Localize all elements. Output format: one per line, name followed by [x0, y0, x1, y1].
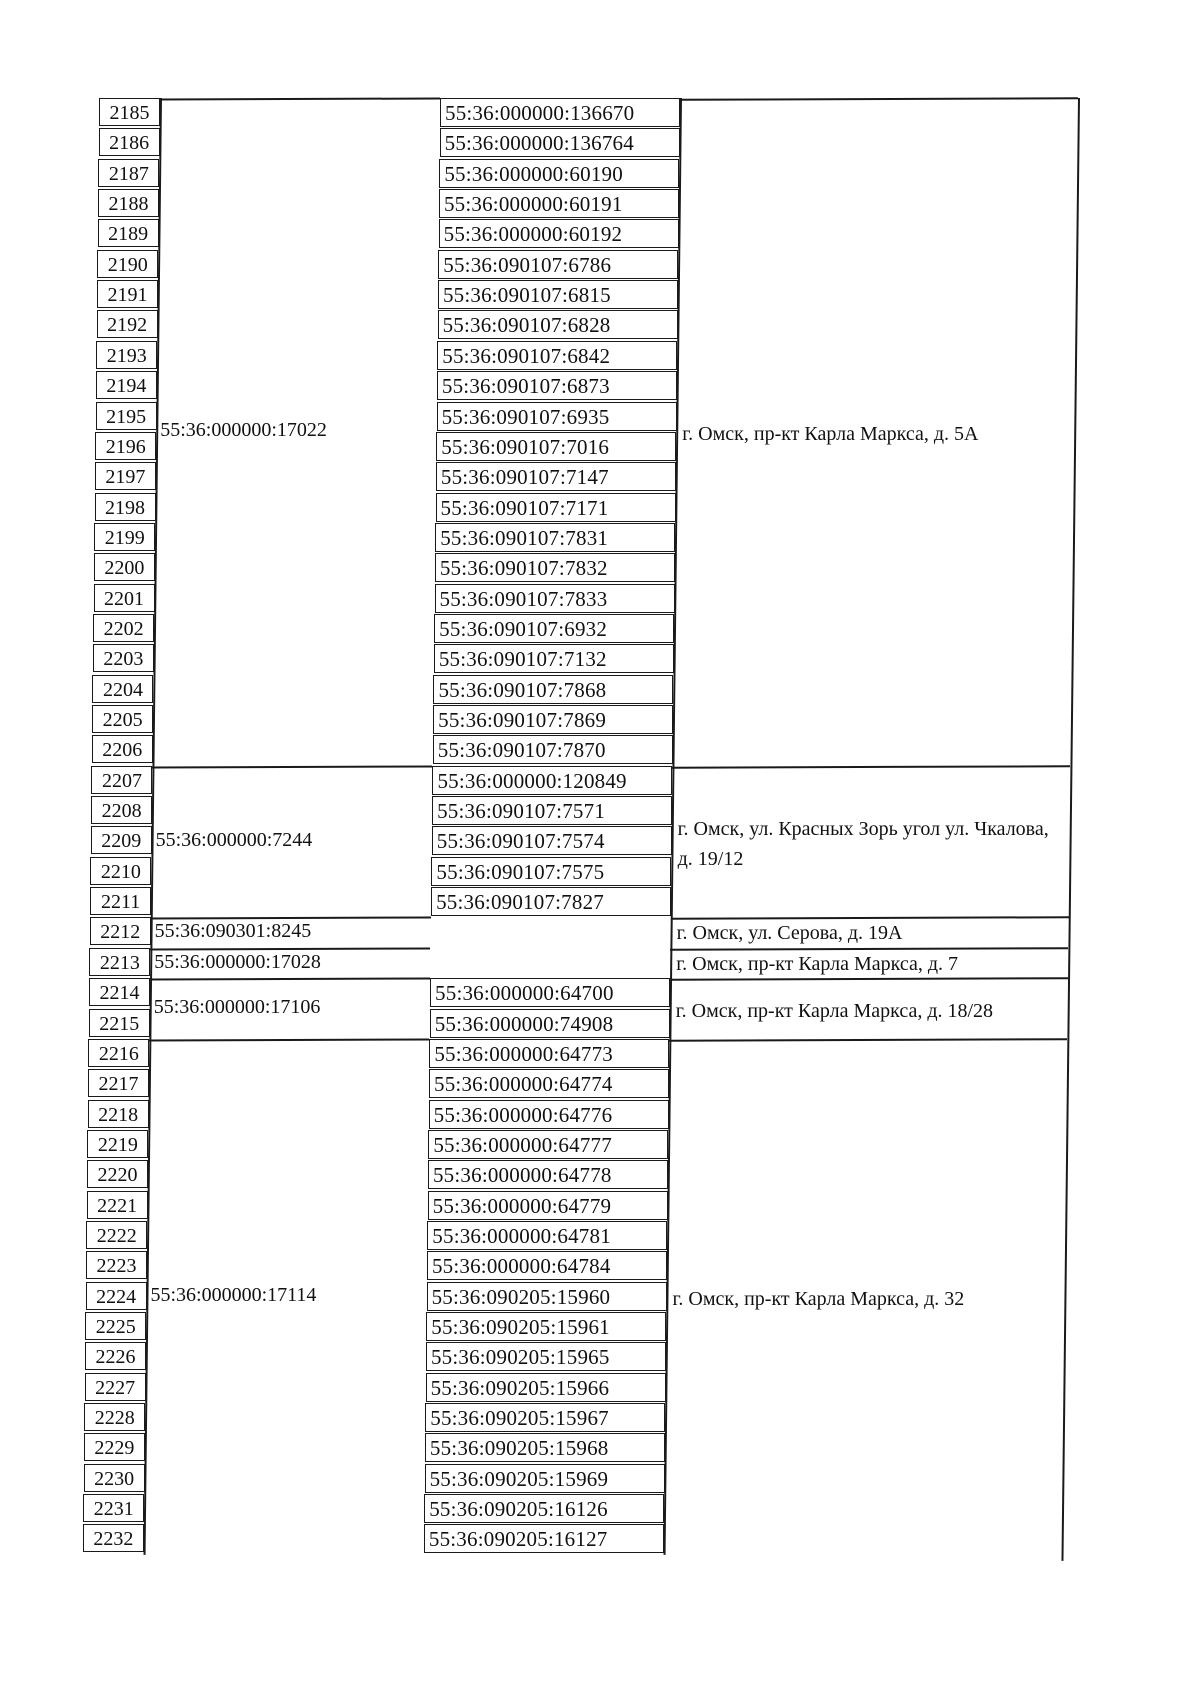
row-number: 2217: [88, 1069, 149, 1097]
sub-cadastral-number: 55:36:090205:15966: [426, 1373, 666, 1402]
sub-cadastral-number: 55:36:000000:60192: [439, 219, 679, 248]
table-rule: [160, 97, 440, 100]
table-rule: [1061, 98, 1079, 1561]
row-number: 2205: [92, 705, 153, 733]
sub-cadastral-number: 55:36:090107:6873: [437, 371, 677, 400]
sub-cadastral-number: 55:36:090107:7571: [432, 796, 672, 825]
row-number: 2230: [84, 1464, 145, 1492]
sub-cadastral-number: 55:36:090107:7831: [435, 523, 675, 552]
row-number: 2228: [84, 1403, 145, 1431]
row-number: 2222: [86, 1221, 147, 1249]
row-number: 2214: [89, 978, 150, 1006]
sub-cadastral-number: 55:36:000000:64773: [429, 1039, 669, 1068]
sub-cadastral-number: 55:36:090205:15965: [426, 1342, 666, 1371]
sub-cadastral-number: 55:36:090107:7575: [431, 857, 671, 886]
table-rule: [680, 97, 1078, 100]
row-number: 2231: [83, 1494, 144, 1522]
sub-cadastral-number: 55:36:090107:6935: [437, 402, 677, 431]
row-number: 2202: [93, 614, 154, 642]
row-number: 2220: [87, 1160, 148, 1188]
sub-cadastral-number: 55:36:090107:7869: [433, 705, 673, 734]
sub-cadastral-number: 55:36:090107:7827: [431, 887, 671, 916]
row-number: 2221: [87, 1191, 148, 1219]
sub-cadastral-number: 55:36:000000:64779: [428, 1191, 668, 1220]
sub-cadastral-number: 55:36:090107:6815: [438, 280, 678, 309]
sub-cadastral-number: 55:36:090205:15967: [425, 1403, 665, 1432]
row-number: 2212: [90, 917, 151, 945]
row-number: 2188: [98, 189, 159, 217]
sub-cadastral-number: 55:36:000000:64774: [429, 1069, 669, 1098]
sub-cadastral-number: 55:36:000000:64778: [428, 1160, 668, 1189]
sub-cadastral-number: 55:36:090205:15961: [426, 1312, 666, 1341]
main-cadastral-number: 55:36:000000:17022: [160, 418, 327, 441]
row-number: 2232: [83, 1524, 144, 1552]
address-cell: г. Омск, пр-кт Карла Маркса, д. 18/28: [675, 999, 994, 1022]
row-number: 2203: [93, 644, 154, 672]
sub-cadastral-number: 55:36:000000:64777: [428, 1130, 668, 1159]
row-number: 2208: [91, 796, 152, 824]
table-rule: [149, 1038, 429, 1041]
row-number: 2185: [99, 98, 160, 126]
row-number: 2218: [88, 1100, 149, 1128]
table-rule: [150, 947, 430, 950]
table-rule: [150, 978, 430, 981]
row-number: 2195: [96, 402, 157, 430]
sub-cadastral-number: 55:36:090205:16126: [424, 1494, 664, 1523]
row-number: 2190: [97, 250, 158, 278]
row-number: 2224: [86, 1282, 147, 1310]
address-cell: г. Омск, ул. Серова, д. 19А: [676, 922, 903, 945]
row-number: 2226: [85, 1342, 146, 1370]
table-rule: [670, 977, 1068, 980]
row-number: 2225: [85, 1312, 146, 1340]
sub-cadastral-number: 55:36:090205:15960: [427, 1282, 667, 1311]
sub-cadastral-number: 55:36:090107:7171: [436, 493, 676, 522]
table-rule: [672, 765, 1070, 768]
row-number: 2189: [98, 219, 159, 247]
main-cadastral-number: 55:36:000000:17028: [154, 950, 321, 973]
sub-cadastral-number: 55:36:000000:64776: [429, 1100, 669, 1129]
row-number: 2201: [94, 584, 155, 612]
row-number: 2200: [94, 553, 155, 581]
sub-cadastral-number: 55:36:090205:16127: [424, 1524, 664, 1553]
row-number: 2229: [84, 1433, 145, 1461]
row-number: 2210: [90, 857, 151, 885]
row-number: 2213: [89, 948, 150, 976]
row-number: 2223: [86, 1251, 147, 1279]
sub-cadastral-number: 55:36:090205:15969: [425, 1464, 665, 1493]
row-number: 2191: [97, 280, 158, 308]
address-cell: г. Омск, пр-кт Карла Маркса, д. 32: [672, 1287, 965, 1310]
table-rule: [152, 765, 432, 768]
sub-cadastral-number: 55:36:090107:6842: [437, 341, 677, 370]
row-number: 2198: [95, 493, 156, 521]
row-number: 2197: [95, 462, 156, 490]
sub-cadastral-number: 55:36:090205:15968: [425, 1433, 665, 1462]
sub-cadastral-number: 55:36:000000:136670: [440, 98, 680, 127]
main-cadastral-number: 55:36:000000:7244: [155, 828, 313, 851]
row-number: 2216: [88, 1039, 149, 1067]
sub-cadastral-number: 55:36:000000:136764: [440, 128, 680, 157]
table-rule: [669, 1038, 1067, 1041]
address-cell: г. Омск, пр-кт Карла Маркса, д. 7: [676, 952, 959, 975]
sub-cadastral-number: 55:36:090107:7147: [436, 462, 676, 491]
sub-cadastral-number: 55:36:090107:6932: [434, 614, 674, 643]
sub-cadastral-number: 55:36:090107:7574: [432, 826, 672, 855]
row-number: 2215: [89, 1009, 150, 1037]
row-number: 2199: [94, 523, 155, 551]
address-cell: г. Омск, ул. Красных Зорь угол ул. Чкалова, д. 19/12: [677, 817, 1049, 870]
address-cell: г. Омск, пр-кт Карла Маркса, д. 5А: [682, 422, 979, 445]
sub-cadastral-number: 55:36:090107:6828: [438, 310, 678, 339]
sub-cadastral-number: 55:36:000000:60190: [439, 159, 679, 188]
row-number: 2192: [97, 310, 158, 338]
row-number: 2196: [95, 432, 156, 460]
sub-cadastral-number: 55:36:000000:60191: [439, 189, 679, 218]
row-number: 2211: [90, 887, 151, 915]
sub-cadastral-number: 55:36:090107:7833: [435, 584, 675, 613]
sub-cadastral-number: 55:36:090107:7016: [436, 432, 676, 461]
row-number: 2207: [91, 766, 152, 794]
sub-cadastral-number: 55:36:000000:64781: [427, 1221, 667, 1250]
row-number: 2193: [96, 341, 157, 369]
sub-cadastral-number: 55:36:000000:64784: [427, 1251, 667, 1280]
row-number: 2227: [85, 1373, 146, 1401]
sub-cadastral-number: 55:36:000000:64700: [430, 978, 670, 1007]
sub-cadastral-number: 55:36:090107:7870: [433, 735, 673, 764]
row-number: 2206: [92, 735, 153, 763]
row-number: 2194: [96, 371, 157, 399]
sub-cadastral-number: 55:36:090107:7832: [435, 553, 675, 582]
main-cadastral-number: 55:36:090301:8245: [154, 920, 312, 943]
main-cadastral-number: 55:36:000000:17114: [150, 1283, 317, 1306]
sub-cadastral-number: 55:36:000000:120849: [432, 766, 672, 795]
row-number: 2204: [92, 675, 153, 703]
sub-cadastral-number: 55:36:000000:74908: [430, 1009, 670, 1038]
row-number: 2187: [98, 159, 159, 187]
sub-cadastral-number: 55:36:090107:6786: [438, 250, 678, 279]
main-cadastral-number: 55:36:000000:17106: [153, 995, 321, 1018]
row-number: 2219: [87, 1130, 148, 1158]
sub-cadastral-number: 55:36:090107:7868: [433, 675, 673, 704]
sub-cadastral-number: 55:36:090107:7132: [434, 644, 674, 673]
row-number: 2186: [99, 128, 160, 156]
row-number: 2209: [91, 826, 152, 854]
